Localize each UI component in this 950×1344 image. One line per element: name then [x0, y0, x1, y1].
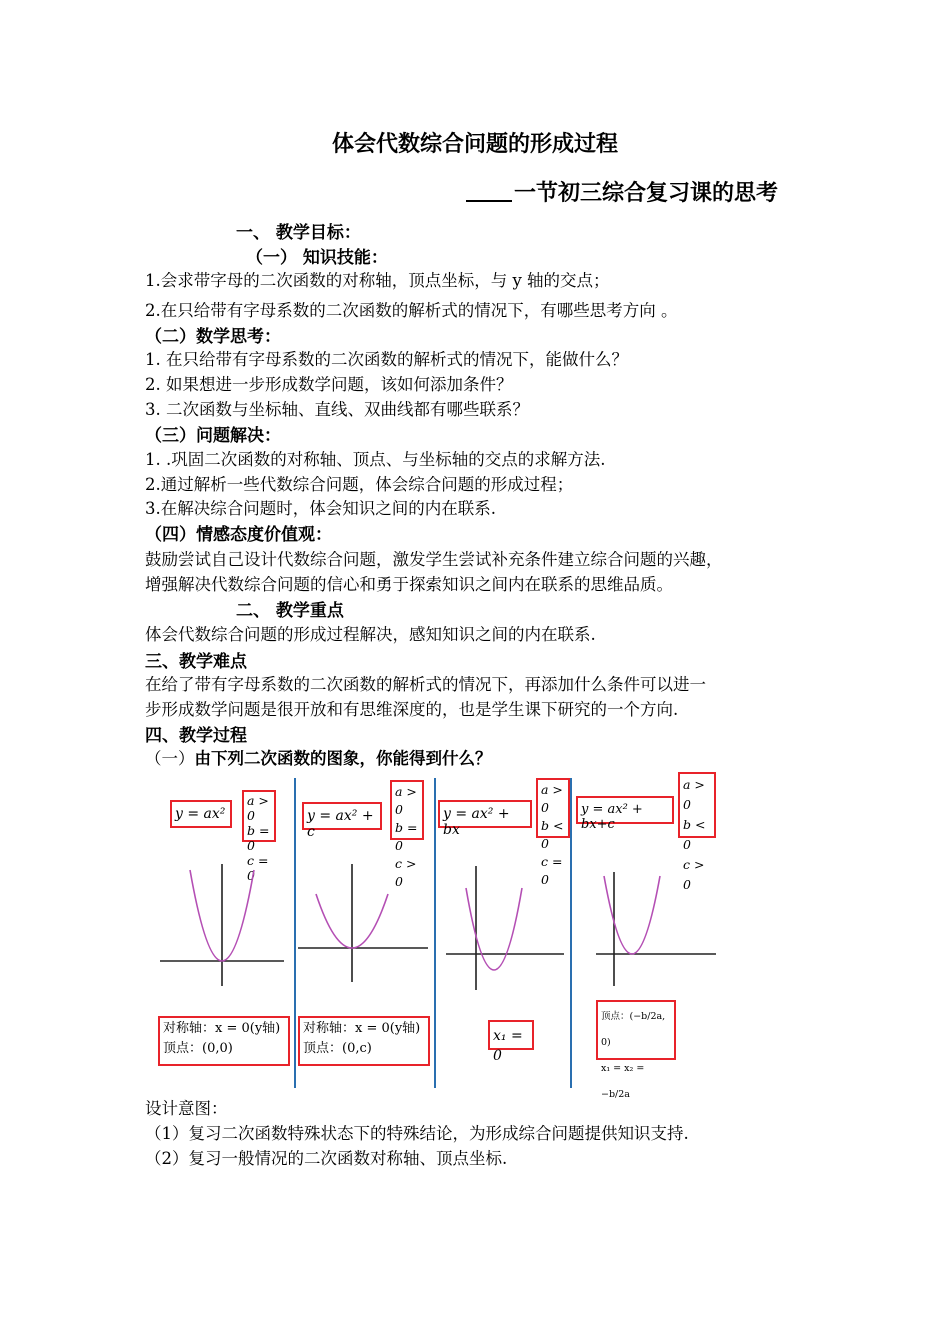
parabola-figure [152, 772, 722, 1100]
section-4-1-heading [145, 745, 492, 769]
result-line: 对称轴：x = 0(y轴) [163, 1021, 281, 1036]
conditions-box [390, 780, 424, 889]
section-2-heading: 二、 教学重点 [236, 601, 344, 621]
section-4-1-text: 由下列二次函数的图象，你能得到什么？ [194, 749, 492, 768]
condition: a > 0 [541, 782, 563, 815]
goal-item: 1.会求带字母的二次函数的对称轴，顶点坐标，与 y 轴的交点； [145, 271, 610, 290]
parabola-curve [604, 876, 660, 954]
thinking-item: 3. 二次函数与坐标轴、直线、双曲线都有哪些联系？ [145, 400, 529, 419]
section-1-2-heading: （二）数学思考： [145, 327, 281, 347]
section-3-heading: 三、教学难点 [145, 652, 247, 672]
condition: a > 0 [395, 784, 417, 817]
thinking-item: 1. 在只给带有字母系数的二次函数的解析式的情况下，能做什么？ [145, 350, 628, 369]
result-box [596, 1000, 676, 1100]
section-4-heading: 四、教学过程 [145, 726, 247, 746]
problem-item: 2.通过解析一些代数综合问题，体会综合问题的形成过程； [145, 475, 574, 494]
condition: c = 0 [541, 854, 563, 887]
conditions-box [242, 790, 276, 883]
design-heading: 设计意图： [145, 1099, 228, 1118]
section-2-text: 体会代数综合问题的形成过程解决，感知知识之间的内在联系. [145, 625, 596, 644]
section-3-line: 在给了带有字母系数的二次函数的解析式的情况下，再添加什么条件可以进一 [145, 675, 706, 694]
section-1-heading: 一、 教学目标： [236, 223, 361, 243]
problem-item: 1. .巩固二次函数的对称轴、顶点、与坐标轴的交点的求解方法. [145, 450, 606, 469]
section-1-3-heading: （三）问题解决： [145, 426, 281, 446]
condition: b < 0 [541, 818, 564, 851]
parabola-curve [466, 888, 522, 970]
section-1-1-heading: （一） 知识技能： [246, 248, 388, 268]
condition: c > 0 [683, 857, 705, 892]
condition: b < 0 [683, 817, 706, 852]
result-line: 顶点：(0,0) [163, 1041, 233, 1056]
result-line: x₁ = 0 [493, 1028, 523, 1064]
result-line: 顶点：(−b/2a, 0) [601, 1011, 666, 1048]
condition: c > 0 [395, 856, 417, 889]
subtitle-blank-line [466, 180, 512, 202]
parabola-graph [294, 856, 434, 992]
condition: c = 0 [247, 853, 269, 883]
problem-item: 3.在解决综合问题时，体会知识之间的内在联系. [145, 499, 496, 518]
result-box [298, 1016, 430, 1066]
condition: b = 0 [247, 823, 270, 853]
thinking-item: 2. 如果想进一步形成数学问题，该如何添加条件？ [145, 375, 513, 394]
formula-box: y = ax² + bx+c [576, 796, 674, 824]
parabola-graph [436, 856, 570, 992]
conditions-box [536, 778, 570, 887]
parabola-graph [152, 856, 294, 992]
condition: b = 0 [395, 820, 418, 853]
goal-item: 2.在只给带有字母系数的二次函数的解析式的情况下，有哪些思考方向 。 [145, 301, 678, 320]
attitude-line: 鼓励尝试自己设计代数综合问题，激发学生尝试补充条件建立综合问题的兴趣， [145, 550, 723, 569]
condition: a > 0 [683, 777, 705, 812]
formula-box: y = ax² [170, 800, 232, 828]
result-box [488, 1020, 534, 1064]
result-line: 对称轴：x = 0(y轴) [303, 1021, 421, 1036]
condition: a > 0 [247, 793, 269, 823]
page-subtitle [466, 176, 778, 207]
section-4-1-paren: （一） [145, 749, 195, 768]
design-item: （1）复习二次函数特殊状态下的特殊结论，为形成综合问题提供知识支持. [145, 1124, 689, 1143]
parabola-graph [572, 856, 722, 992]
attitude-line: 增强解决代数综合问题的信心和勇于探索知识之间内在联系的思维品质。 [145, 575, 673, 594]
result-line: 顶点：(0,c) [303, 1041, 372, 1056]
conditions-box [678, 772, 716, 892]
page-title: 体会代数综合问题的形成过程 [331, 131, 618, 157]
design-item: （2）复习一般情况的二次函数对称轴、顶点坐标. [145, 1149, 508, 1168]
section-3-line: 步形成数学问题是很开放和有思维深度的，也是学生课下研究的一个方向. [145, 700, 679, 719]
section-1-4-heading: （四）情感态度价值观： [145, 525, 332, 545]
formula-box: y = ax² + bx [438, 800, 532, 828]
result-box [158, 1016, 290, 1066]
result-line: x₁ = x₂ = −b/2a [601, 1063, 645, 1100]
subtitle-text: 一节初三综合复习课的思考 [514, 180, 779, 206]
formula-box: y = ax² + c [302, 802, 382, 830]
